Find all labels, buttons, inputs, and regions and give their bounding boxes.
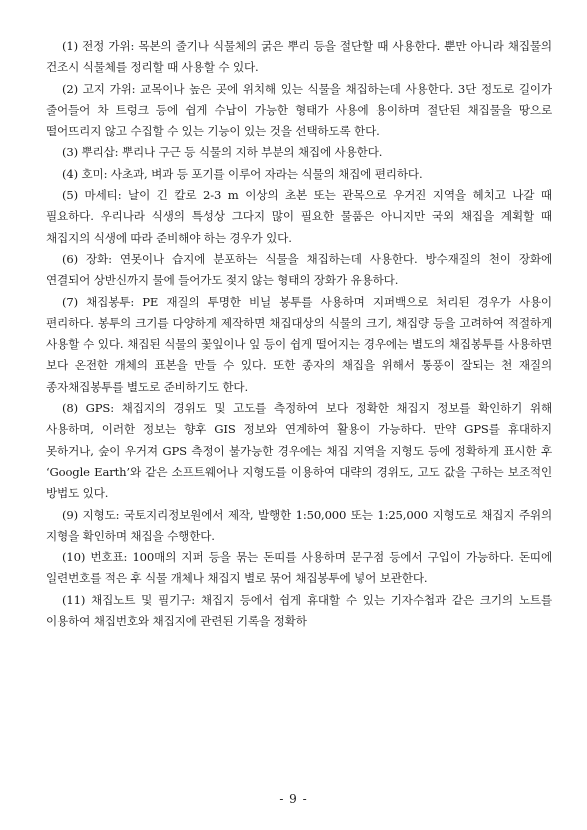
- paragraph-hoe: (4) 호미: 사초과, 벼과 등 포기를 이루어 자라는 식물의 채집에 편리하다.: [62, 166, 423, 181]
- document-body: [46, 36, 552, 632]
- paragraph-root-trowel: (3) 뿌리삽: 뿌리나 구근 등 식물의 지하 부분의 채집에 사용한다.: [62, 145, 383, 160]
- paragraph-pole-pruner: (2) 고지 가위: 교목이나 높은 곳에 위치해 있는 식물을 채집하는데 사용한다. 3단 정도로 길이가 줄어들어 차 트렁크 등에 쉽게 수납이 가능한 형태가 사용에 용이하며 절단된 채집물을 땅으로 떨어뜨리지 않고 수집할 수 있는 기능이 있는 것을 선택하도록 한다.: [46, 81, 552, 139]
- paragraph-pruning-shears: (1) 전정 가위: 목본의 줄기나 식물체의 굵은 뿌리 등을 절단할 때 사용한다. 뿐만 아니라 채집물의 건조시 식물체를 정리할 때 사용할 수 있다.: [46, 39, 552, 75]
- paragraph-machete: (5) 마세티: 날이 긴 칼로 2-3 m 이상의 초본 또는 관목으로 우거진 지역을 헤치고 나갈 때 필요하다. 우리나라 식생의 특성상 그다지 많이 필요한 물품은 아니지만 국외 채집을 계획할 때 채집지의 식생에 따라 준비해야 하는 경우가 있다.: [46, 188, 552, 245]
- paragraph-gps: (8) GPS: 채집지의 경위도 및 고도를 측정하여 보다 정확한 채집지 정보를 확인하기 위해 사용하며, 이러한 정보는 향후 GIS 정보와 연계하여 활용이 가능하다. 만약 GPS를 휴대하지 못하거나, 숲이 우거져 GPS 측정이 불가능한 경우에는 채집 지역을 지형도 등에 정확하게 표시한 후 ‘Google Earth’와 같은 소프트웨어나 지형도를 이용하여 대략의 경위도, 고도 값을 구하는 보조적인 방법도 있다.: [46, 401, 552, 501]
- page-number: - 9 -: [279, 792, 308, 806]
- paragraph-boots: (6) 장화: 연못이나 습지에 분포하는 식물을 채집하는데 사용한다. 방수재질의 천이 장화에 연결되어 상반신까지 물에 들어가도 젖지 않는 형태의 장화가 유용하다.: [46, 251, 552, 288]
- paragraph-topographic-map: (9) 지형도: 국토지리정보원에서 제작, 발행한 1:50,000 또는 1:25,000 지형도로 채집지 주위의 지형을 확인하며 채집을 수행한다.: [46, 507, 552, 543]
- paragraph-number-tags: (10) 번호표: 100매의 지퍼 등을 묶는 돈띠를 사용하며 문구점 등에서 구입이 가능하다. 돈띠에 일련번호를 적은 후 식물 개체나 채집지 별로 묶어 채집봉투에 넣어 보관한다.: [46, 550, 552, 586]
- paragraph-collection-bags: (7) 채집봉투: PE 재질의 투명한 비닐 봉투를 사용하며 지퍼백으로 처리된 경우가 사용이 편리하다. 봉투의 크기를 다양하게 제작하면 채집대상의 식물의 크기, 채집량 등을 고려하여 적절하게 사용할 수 있다. 채집된 식물의 꽃잎이나 잎 등이 쉽게 떨어지는 경우에는 별도의 채집봉투를 사용하면 보다 온전한 개체의 표본을 만들 수 있다. 또한 종자의 채집을 위해서 통풍이 잘되는 천 재질의 종자채집봉투를 별도로 준비하기도 한다.: [46, 294, 552, 394]
- paragraph-field-notebook: (11) 채집노트 및 필기구: 채집지 등에서 쉽게 휴대할 수 있는 기자수첩과 같은 크기의 노트를 이용하여 채집번호와 채집지에 관련된 기록을 정확하: [46, 592, 552, 629]
